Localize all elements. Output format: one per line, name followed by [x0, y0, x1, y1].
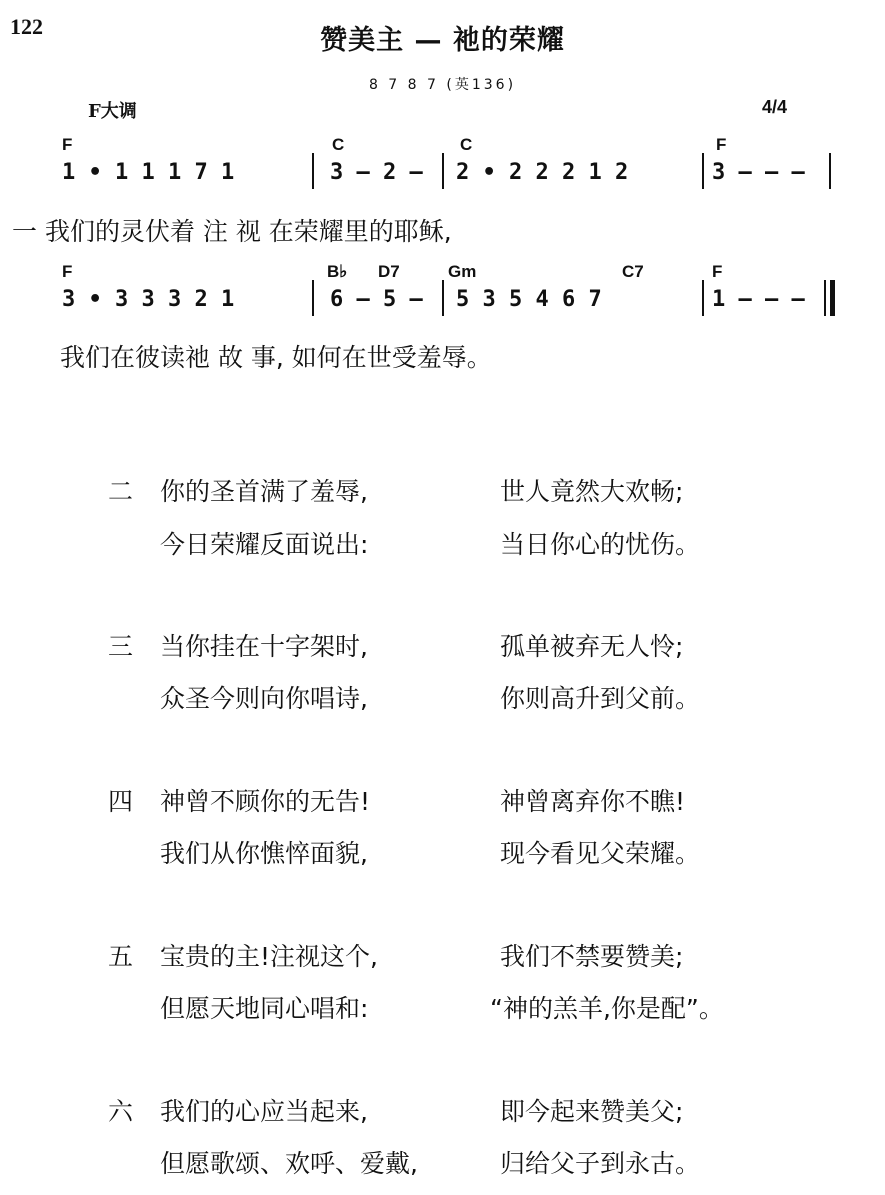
verse-line: 孤单被弃无人怜;: [500, 632, 684, 661]
measure: 2 • 2 2 2 1 2: [456, 160, 629, 185]
barline: [829, 153, 831, 189]
verse-line: 我们不禁要赞美;: [500, 942, 684, 971]
lyrics-line: 我们在彼读祂 故 事, 如何在世受羞辱。: [60, 343, 492, 372]
meter: 8 7 8 7 (英136): [368, 77, 517, 93]
verse-line: 宝贵的主!注视这个,: [160, 942, 378, 971]
measure: 3 — — —: [712, 160, 805, 185]
measure: 5 3 5 4 6 7: [456, 287, 602, 312]
barline: [312, 280, 314, 316]
barline: [442, 153, 444, 189]
verse-line: 你的圣首满了羞辱,: [160, 477, 368, 506]
verse-line: 现今看见父荣耀。: [500, 839, 701, 868]
hymn-number: 122: [10, 14, 43, 39]
verse-line: 当日你心的忧伤。: [500, 530, 701, 559]
chord-symbol: D7: [378, 262, 400, 281]
verse-line: 归给父子到永古。: [500, 1149, 701, 1178]
chord-symbol: B♭: [327, 262, 348, 281]
chord-symbol: C: [460, 135, 473, 154]
verse-number: 四: [108, 787, 134, 816]
chord-symbol: Gm: [448, 262, 477, 281]
chord-symbol: F: [62, 135, 73, 154]
verse-line: 众圣今则向你唱诗,: [160, 684, 368, 713]
hymn-title: 赞美主 — 祂的荣耀: [320, 25, 565, 56]
measure: 6 — 5 —: [330, 287, 423, 312]
chord-symbol: C7: [622, 262, 644, 281]
verse-number: 三: [108, 632, 134, 661]
measure: 3 • 3 3 3 2 1: [62, 287, 235, 312]
measure: 1 — — —: [712, 287, 805, 312]
barline: [702, 153, 704, 189]
verse-line: 我们的心应当起来,: [160, 1097, 368, 1126]
chord-symbol: F: [712, 262, 723, 281]
verse-line: 你则高升到父前。: [500, 684, 701, 713]
barline: [702, 280, 704, 316]
verse-line: 世人竟然大欢畅;: [500, 477, 684, 506]
key-signature: F大调: [88, 101, 137, 122]
verse-line: “神的羔羊,你是配”。: [490, 994, 724, 1023]
final-barline-thin: [824, 280, 826, 316]
chord-symbol: C: [332, 135, 345, 154]
barline: [312, 153, 314, 189]
measure: 3 — 2 —: [330, 160, 423, 185]
verse-line: 神曾不顾你的无告!: [160, 787, 371, 816]
chord-symbol: F: [716, 135, 727, 154]
verse-line: 当你挂在十字架时,: [160, 632, 368, 661]
verse-line: 我们从你憔悴面貌,: [160, 839, 368, 868]
verse-line: 神曾离弃你不瞧!: [500, 787, 686, 816]
verse-line: 但愿歌颂、欢呼、爱戴,: [160, 1149, 418, 1178]
verse-number: 二: [108, 477, 134, 506]
verse-line: 今日荣耀反面说出:: [160, 530, 369, 559]
lyrics-line: 一 我们的灵伏着 注 视 在荣耀里的耶稣,: [12, 217, 452, 246]
final-barline-thick: [830, 280, 835, 316]
verse-line: 即今起来赞美父;: [500, 1097, 684, 1126]
time-signature: 4/4: [762, 97, 788, 117]
verse-number: 五: [108, 942, 134, 971]
chord-symbol: F: [62, 262, 73, 281]
measure: 1 • 1 1 1 7 1: [62, 160, 235, 185]
verse-number: 六: [108, 1097, 134, 1126]
barline: [442, 280, 444, 316]
verse-line: 但愿天地同心唱和:: [160, 994, 369, 1023]
